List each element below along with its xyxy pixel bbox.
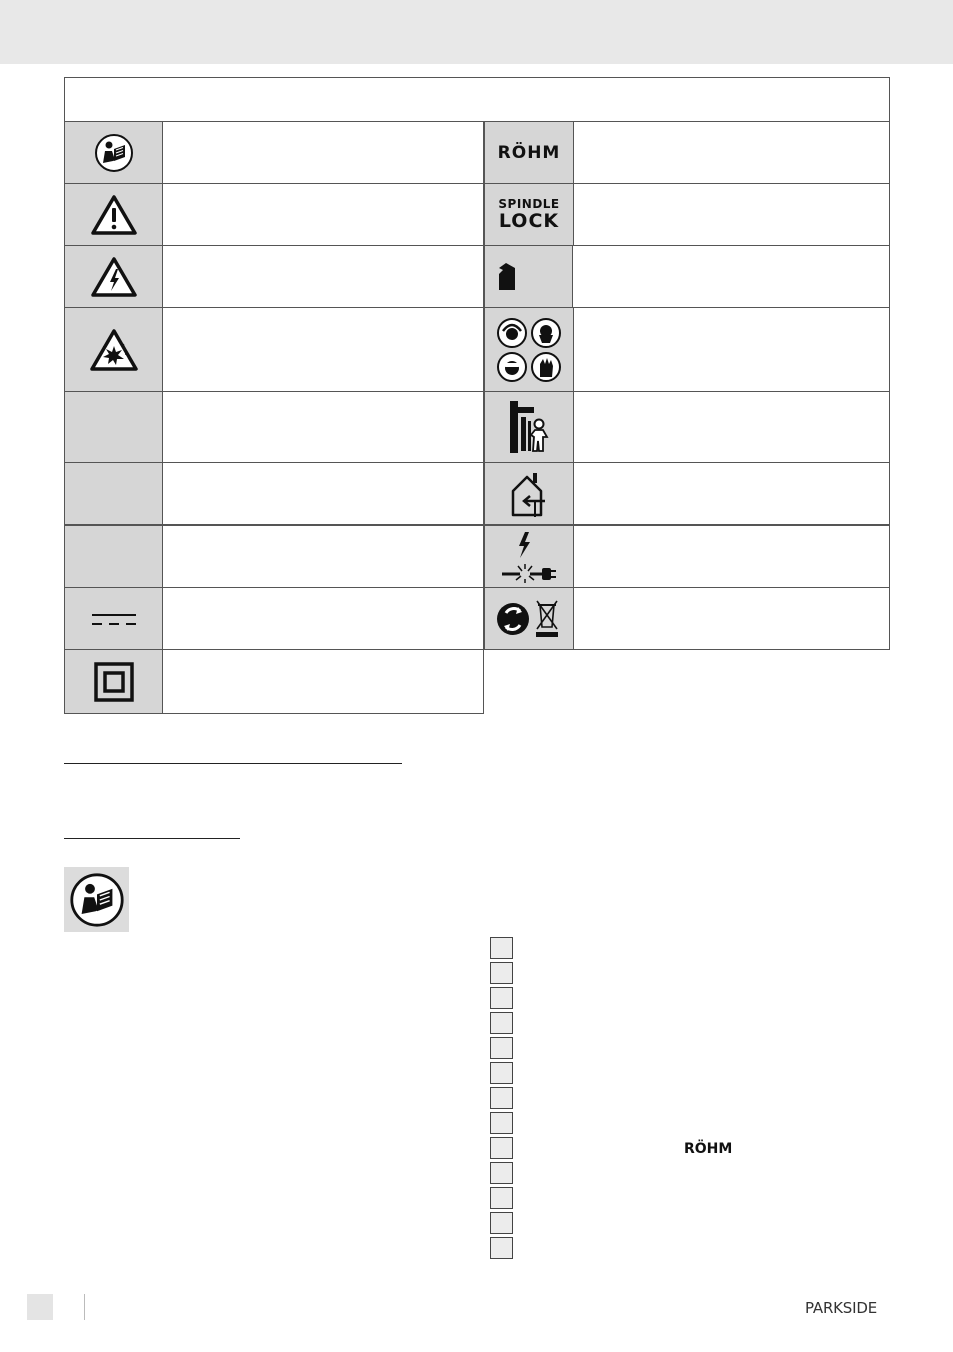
- read-manual-icon: [69, 872, 125, 928]
- symbol-row-protective-equipment: [484, 307, 890, 392]
- symbol-icon-cell: [485, 246, 573, 307]
- explosion-warning-icon: [89, 328, 139, 372]
- symbol-icon-cell: [485, 392, 574, 462]
- section-heading-underline: [64, 763, 402, 764]
- direct-current-icon: [89, 609, 139, 629]
- symbol-row-children: [484, 391, 890, 463]
- symbol-icon-cell: [65, 526, 163, 587]
- recycling-disposal-icon: [496, 599, 562, 639]
- symbol-icon-cell: [485, 526, 574, 587]
- part-number-box: [490, 1137, 513, 1159]
- protective-equipment-icon: [495, 317, 563, 383]
- indoor-use-icon: [509, 471, 549, 517]
- symbol-icon-cell: [485, 588, 574, 649]
- part-number-box: [490, 1162, 513, 1184]
- symbol-row-read-manual: [64, 121, 484, 184]
- part-number-box: [490, 1037, 513, 1059]
- symbol-row-warning: [64, 183, 484, 246]
- part-number-box: [490, 1187, 513, 1209]
- part-number-box: [490, 937, 513, 959]
- symbol-icon-cell: [485, 122, 574, 183]
- symbol-row-blank-2: [64, 462, 484, 525]
- parkside-logo: PARKSIDE: [805, 1299, 877, 1317]
- footer-divider: [84, 1294, 85, 1320]
- damaged-cable-icon: [500, 530, 558, 584]
- symbol-icon-cell: [65, 588, 163, 649]
- symbol-table: [64, 77, 890, 714]
- page-number-box: [27, 1294, 53, 1320]
- subsection-heading-underline: [64, 838, 240, 839]
- part-number-box: [490, 987, 513, 1009]
- part-number-box: [490, 1212, 513, 1234]
- symbol-icon-cell: [65, 392, 163, 462]
- symbol-row-blank-3: [64, 525, 484, 588]
- symbol-row-rohm: [484, 121, 890, 184]
- symbol-row-spindle-lock: [484, 183, 890, 246]
- symbol-row-direct-current: [64, 587, 484, 650]
- spindle-lock-line2: LOCK: [498, 210, 560, 232]
- symbol-row-damaged-cable: [484, 525, 890, 588]
- rohm-logo-icon: RÖHM: [497, 142, 561, 163]
- warning-triangle-icon: [90, 194, 138, 236]
- part-number-box: [490, 1062, 513, 1084]
- spindle-lock-line1: SPINDLE: [498, 197, 560, 211]
- symbol-row-recycling: [484, 587, 890, 650]
- symbol-icon-cell: [65, 650, 163, 713]
- part-number-box: [490, 1087, 513, 1109]
- symbol-table-title-row: [64, 77, 890, 122]
- read-manual-icon: [94, 133, 134, 173]
- page-header-bar: [0, 0, 953, 64]
- symbol-icon-cell: [65, 184, 163, 245]
- keep-children-away-icon: [507, 399, 551, 455]
- symbol-icon-cell: [65, 463, 163, 524]
- part-number-box: [490, 1112, 513, 1134]
- symbol-icon-cell: [65, 246, 163, 307]
- read-manual-notice: [64, 867, 129, 932]
- symbol-row-indoor-use: [484, 462, 890, 525]
- part-number-box: [490, 962, 513, 984]
- symbol-icon-cell: [65, 308, 163, 391]
- symbol-row-protection-class: [64, 649, 484, 714]
- spindle-lock-icon: [485, 184, 574, 245]
- symbol-icon-cell: [65, 122, 163, 183]
- electric-shock-icon: [90, 256, 138, 298]
- symbol-row-explosion: [64, 307, 484, 392]
- symbol-icon-cell: [485, 308, 574, 391]
- protection-class-ii-icon: [94, 662, 134, 702]
- symbol-row-drill-bit: [484, 245, 890, 308]
- symbol-icon-cell: [485, 463, 574, 524]
- symbol-row-blank-1: [64, 391, 484, 463]
- inline-rohm-logo: RÖHM: [684, 1141, 733, 1157]
- part-number-box: [490, 1237, 513, 1259]
- symbol-row-electric-shock: [64, 245, 484, 308]
- drill-bit-icon: [497, 262, 517, 292]
- part-number-box: [490, 1012, 513, 1034]
